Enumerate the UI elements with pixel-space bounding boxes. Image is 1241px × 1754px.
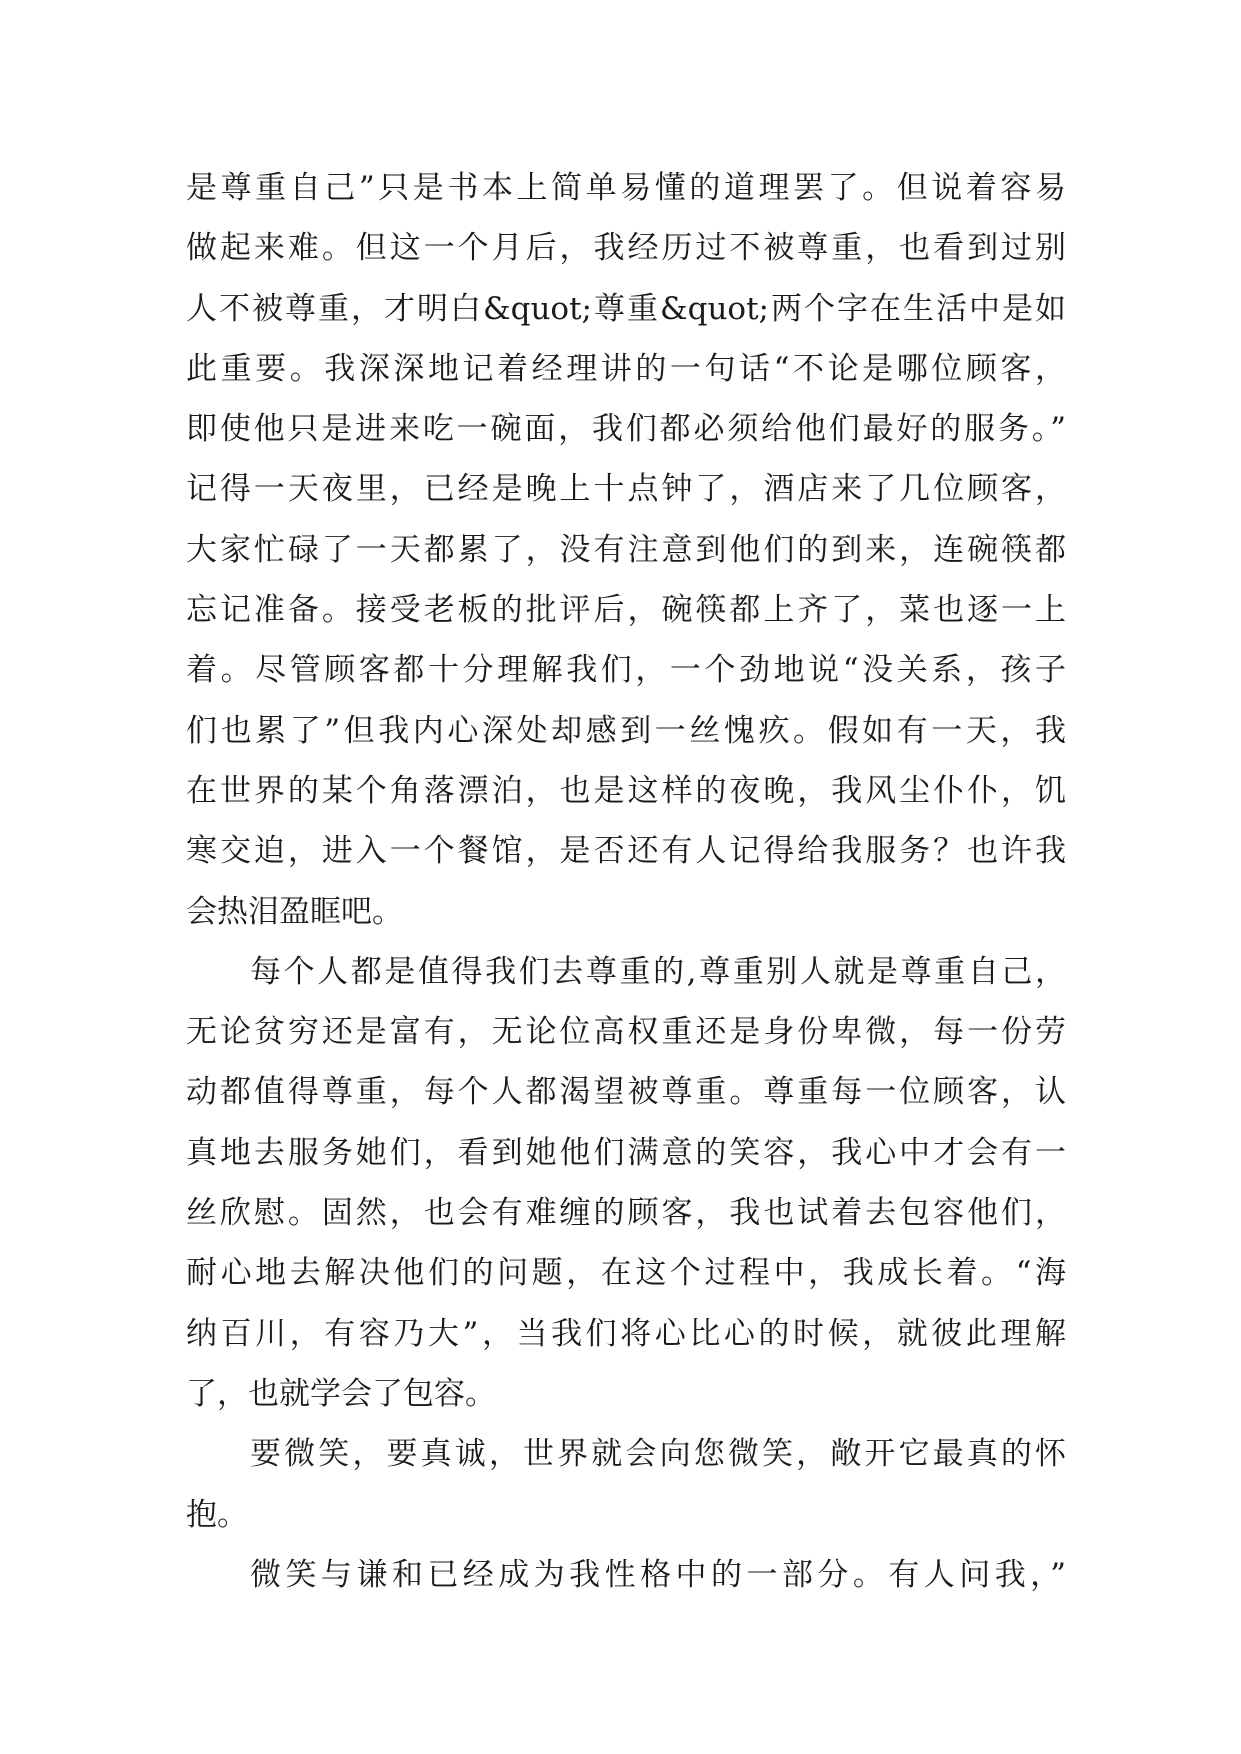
text-line: 是尊重自己”只是书本上简单易懂的道理罢了。但说着容易 bbox=[186, 170, 1066, 206]
text-line: 做起来难。但这一个月后，我经历过不被尊重，也看到过别 bbox=[186, 230, 1066, 267]
text-line: 大家忙碌了一天都累了，没有注意到他们的到来，连碗筷都 bbox=[186, 531, 1066, 568]
text-line: 耐心地去解决他们的问题，在这个过程中，我成长着。“海 bbox=[186, 1255, 1066, 1292]
text-line: 忘记准备。接受老板的批评后，碗筷都上齐了，菜也逐一上 bbox=[186, 592, 1066, 629]
text-line: 寒交迫，进入一个餐馆，是否还有人记得给我服务？也许我 bbox=[186, 833, 1066, 870]
text-line: 微笑与谦和已经成为我性格中的一部分。有人问我，” bbox=[250, 1556, 1066, 1593]
text-line: 真地去服务她们，看到她他们满意的笑容，我心中才会有一 bbox=[186, 1134, 1066, 1171]
text-line: 在世界的某个角落漂泊，也是这样的夜晚，我风尘仆仆，饥 bbox=[186, 772, 1066, 809]
text-line: 们也累了”但我内心深处却感到一丝愧疚。假如有一天，我 bbox=[186, 712, 1066, 749]
text-line: 无论贫穷还是富有，无论位高权重还是身份卑微，每一份劳 bbox=[186, 1014, 1066, 1051]
body-text bbox=[186, 158, 1066, 1605]
text-line: 每个人都是值得我们去尊重的,尊重别人就是尊重自己， bbox=[250, 953, 1066, 990]
text-line: 了，也就学会了包容。 bbox=[186, 1375, 496, 1412]
text-line: 即使他只是进来吃一碗面，我们都必须给他们最好的服务。” bbox=[186, 411, 1066, 448]
text-line: 会热泪盈眶吧。 bbox=[186, 893, 403, 930]
text-line: 丝欣慰。固然，也会有难缠的顾客，我也试着去包容他们， bbox=[186, 1195, 1066, 1232]
text-line: 此重要。我深深地记着经理讲的一句话“不论是哪位顾客， bbox=[186, 350, 1066, 387]
text-line: 记得一天夜里，已经是晚上十点钟了，酒店来了几位顾客， bbox=[186, 471, 1066, 508]
text-line: 人不被尊重，才明白&quot;尊重&quot;两个字在生活中是如 bbox=[186, 290, 1066, 327]
text-line: 着。尽管顾客都十分理解我们，一个劲地说“没关系，孩子 bbox=[186, 652, 1066, 689]
text-line: 抱。 bbox=[186, 1496, 248, 1533]
text-line: 纳百川，有容乃大”，当我们将心比心的时候，就彼此理解 bbox=[186, 1315, 1066, 1352]
text-line: 动都值得尊重，每个人都渴望被尊重。尊重每一位顾客，认 bbox=[186, 1074, 1066, 1111]
text-line: 要微笑，要真诚，世界就会向您微笑，敞开它最真的怀 bbox=[250, 1436, 1066, 1473]
